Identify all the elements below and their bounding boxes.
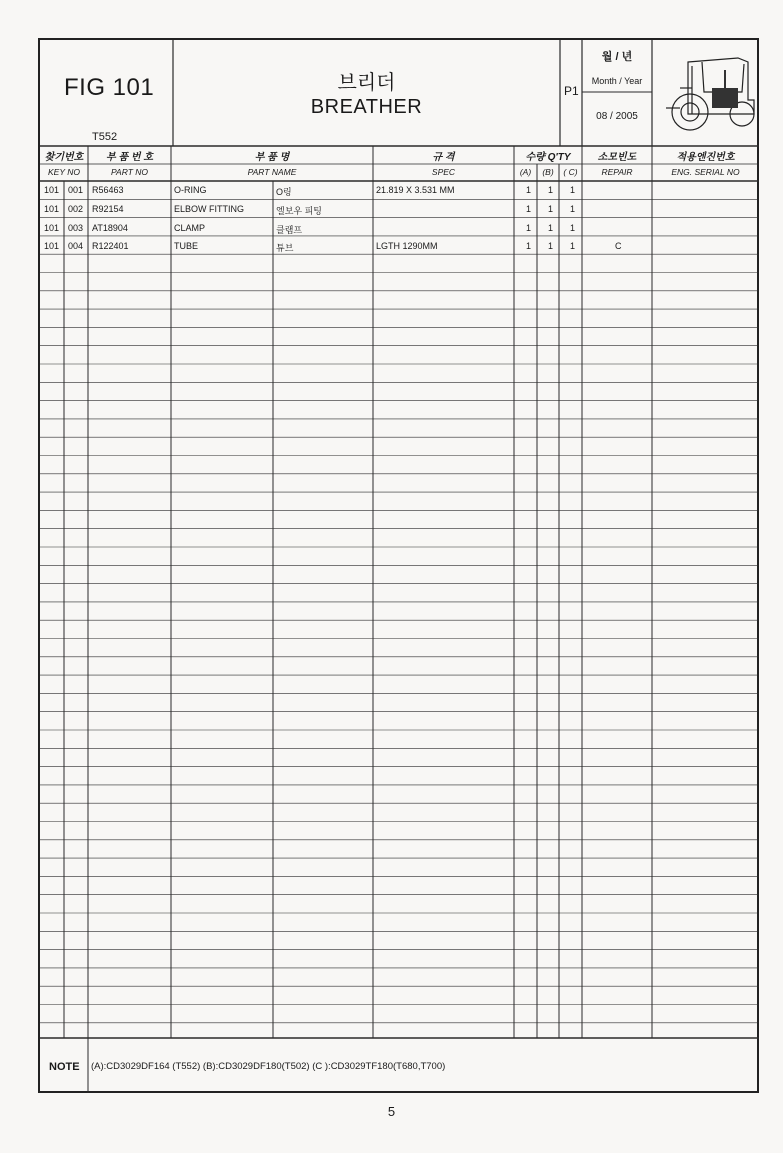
col-qty-a: (A) xyxy=(519,167,532,177)
part-no-cell: R56463 xyxy=(92,185,124,195)
title-korean: 브리더 xyxy=(337,72,396,94)
qty-c-cell: 1 xyxy=(570,223,576,233)
fig-cell: 101 xyxy=(44,241,60,251)
part-no-cell: AT18904 xyxy=(92,223,128,233)
col-part-no-ko: 부 품 번 호 xyxy=(106,152,153,163)
qty-a-cell: 1 xyxy=(526,185,532,195)
fig-cell: 101 xyxy=(44,204,60,214)
col-part-name: PART NAME xyxy=(247,167,297,177)
month-year-label: Month / Year xyxy=(591,76,643,86)
fig-cell: 101 xyxy=(44,185,60,195)
qty-a-cell: 1 xyxy=(526,241,532,251)
qty-a-cell: 1 xyxy=(526,204,532,214)
month-year-korean: 월 / 년 xyxy=(601,51,633,63)
part-name-en-cell: O-RING xyxy=(174,185,207,195)
col-spec-ko: 규 격 xyxy=(432,152,455,163)
col-repair-ko: 소모빈도 xyxy=(597,152,637,163)
qty-b-cell: 1 xyxy=(548,185,554,195)
col-qty-c: ( C) xyxy=(563,167,578,177)
qty-b-cell: 1 xyxy=(548,241,554,251)
spec-cell: 21.819 X 3.531 MM xyxy=(376,185,455,195)
spec-cell: LGTH 1290MM xyxy=(376,241,438,251)
qty-c-cell: 1 xyxy=(570,185,576,195)
part-name-ko-cell: 엘보우 피팅 xyxy=(276,206,322,216)
table-grid xyxy=(40,40,759,1093)
qty-b-cell: 1 xyxy=(548,204,554,214)
col-part-no: PART NO xyxy=(111,167,148,177)
qty-a-cell: 1 xyxy=(526,223,532,233)
part-name-en-cell: CLAMP xyxy=(174,223,206,233)
col-qty-ko: 수량 Q'TY xyxy=(525,152,571,163)
model-code: T552 xyxy=(92,131,118,143)
note-label: NOTE xyxy=(49,1061,80,1073)
part-name-en-cell: ELBOW FITTING xyxy=(174,204,245,214)
page-code: P1 xyxy=(564,84,579,98)
qty-c-cell: 1 xyxy=(570,241,576,251)
col-qty-b: (B) xyxy=(542,167,554,177)
qty-c-cell: 1 xyxy=(570,204,576,214)
col-key-no: KEY NO xyxy=(48,167,80,177)
page-number: 5 xyxy=(387,1104,396,1119)
col-part-name-ko: 부 품 명 xyxy=(254,152,290,163)
repair-cell: C xyxy=(615,241,622,251)
col-key-no-ko: 찾기번호 xyxy=(44,152,84,163)
note-text: (A):CD3029DF164 (T552) (B):CD3029DF180(T502) (C ):CD3029TF180(T680,T700) xyxy=(91,1061,446,1072)
fig-number: FIG 101 xyxy=(64,74,155,101)
issue-date: 08 / 2005 xyxy=(596,111,638,122)
qty-b-cell: 1 xyxy=(548,223,554,233)
key-cell: 003 xyxy=(68,223,84,233)
col-eng-serial: ENG. SERIAL NO xyxy=(671,167,740,177)
part-name-en-cell: TUBE xyxy=(174,241,199,251)
part-no-cell: R92154 xyxy=(92,204,124,214)
col-spec: SPEC xyxy=(431,167,456,177)
part-name-ko-cell: 튜브 xyxy=(276,243,294,253)
part-name-ko-cell: O링 xyxy=(276,187,292,197)
key-cell: 002 xyxy=(68,204,84,214)
parts-sheet xyxy=(38,38,759,1093)
title-english: BREATHER xyxy=(310,96,423,118)
fig-cell: 101 xyxy=(44,223,60,233)
part-no-cell: R122401 xyxy=(92,241,129,251)
col-eng-serial-ko: 적용엔진번호 xyxy=(676,152,735,163)
key-cell: 004 xyxy=(68,241,84,251)
part-name-ko-cell: 클램프 xyxy=(276,225,303,235)
col-repair: REPAIR xyxy=(601,167,633,177)
key-cell: 001 xyxy=(68,185,84,195)
